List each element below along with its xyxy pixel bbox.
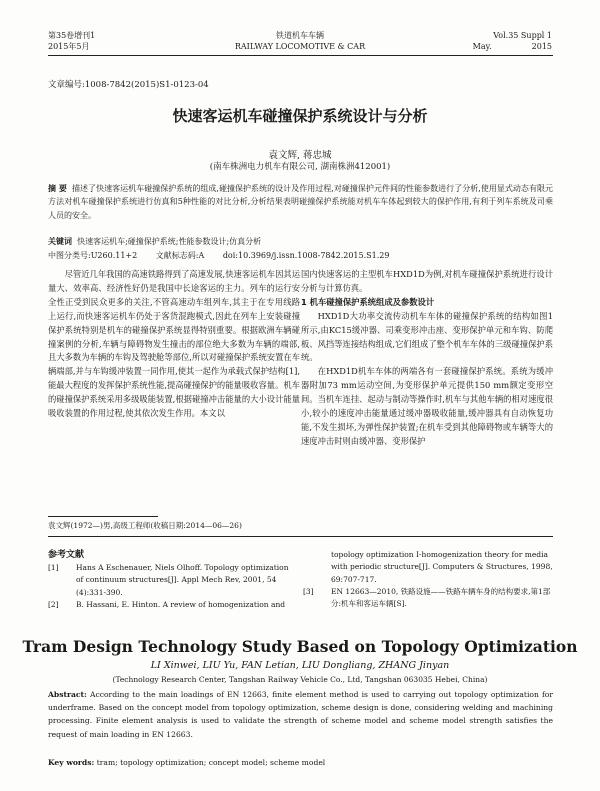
reference-continuation: topology optimization I-homogenization theory for media with periodic structure[J]. Computers & Structures, 1998, 69:707-717. <box>331 550 553 584</box>
reference-item: [1] Hans A Eschenauer, Niels Olhoff. Topology optimization of continuum structures[J]. Appl Mech Rev, 2001, 54 (4):331-390. <box>48 563 289 597</box>
keywords-text: 快速客运机车;碰撞保护系统;性能参数设计;仿真分析 <box>77 237 262 246</box>
keywords <box>48 236 553 247</box>
document-code: 文献标志码:A <box>155 251 205 260</box>
journal-volume: 第35卷增刊1 2015年5月 <box>48 31 96 51</box>
running-head <box>48 30 552 54</box>
references-left <box>48 562 298 611</box>
footnote-rule <box>48 516 158 517</box>
author-footnote: 袁文辉(1972—)男,高级工程师(收稿日期:2014—06—26) <box>48 521 242 530</box>
references-heading: 参考文献 <box>48 550 85 560</box>
english-abstract-text: According to the main loadings of EN 12663, finite element method is used to carrying out topology optimization for underframe. Based on the concept model from topology optimization, scheme design is done, considering welding and machining processing. Finite element analysis is used to validate the strength of scheme model and scheme model strength satisfies the request of main loading in EN 12663. <box>48 690 553 739</box>
paper-authors: 袁文辉, 蒋忠城 <box>268 150 332 161</box>
reference-item: [2] B. Hassani, E. Hinton. A review of homogenization and <box>48 599 286 609</box>
references-right <box>303 549 553 610</box>
abstract <box>48 182 553 222</box>
body-paragraph: 国内快速客运的主型机车HXD1D为例,对机车碰撞保护系统进行设计分析与计算仿真。 <box>301 269 553 293</box>
english-keywords-label: Key words: <box>48 758 95 767</box>
abstract-text: 描述了快速客运机车碰撞保护系统的组成,碰撞保护系统的设计及作用过程,对碰撞保护元件间的性能参数进行了分析,使用显式动态有限元方法对机车碰撞保护系统进行仿真和5种性能的对比分析,分析结果表明碰撞保护系统能对机车车体起到较大的保护作用,有利于列车系统及司乘人员的安全。 <box>48 184 553 220</box>
english-title: Tram Design Technology Study Based on Topology Optimization <box>22 637 578 656</box>
english-abstract-label: Abstract: <box>48 690 87 699</box>
section-rule <box>48 536 553 537</box>
english-abstract <box>48 688 553 741</box>
journal-issue: Vol.35 Suppl 1 May. 2015 <box>472 31 552 51</box>
paper-affiliation: (南车株洲电力机车有限公司, 湖南株洲412001) <box>209 162 391 172</box>
body-paragraph: HXD1D大功率交流传动机车车体的碰撞保护系统的结构如图1所示,由KC15缓冲器、司乘变形冲击座、变形保护单元和车钩、防爬板、风挡等连接结构组成,它们组成了整个机车车体的三级碰撞保护系统。 <box>301 310 553 363</box>
english-authors: LI Xinwei, LIU Yu, FAN Letian, LIU Dongliang, ZHANG Jinyan <box>150 660 450 671</box>
right-column <box>301 268 553 449</box>
header-rule <box>48 55 553 56</box>
english-keywords <box>48 758 553 767</box>
english-keywords-text: tram; topology optimization; concept model; scheme model <box>96 758 326 767</box>
section-heading: 1 机车碰撞保护系统组成及参数设计 <box>301 296 435 307</box>
reference-item: [3] EN 12663—2010, 铁路设施——铁路车辆车身的结构要求,第1部分:机车和客运车辆[S]. <box>303 586 551 609</box>
abstract-label: 摘 要 <box>48 184 67 193</box>
journal-name: 铁道机车车辆 RAILWAY LOCOMOTIVE & CAR <box>234 31 366 51</box>
body-paragraph: 在HXD1D机车车体的两端各有一套碰撞保护系统。系统为缓冲器附加73 mm运动空间,为变形保护单元提供150 mm额定变形空间。当机车连挂、起动与制动等操作时,机车与其他车辆的相对速度很小,较小的速度冲击能量通过缓冲器吸收能量,缓冲器具有自动恢复功能,不发生损坏,为弹性保护装置;在机车受到其他障碍物或车辆等大的速度冲击时则由缓冲器、变形保护 <box>301 366 553 446</box>
left-column <box>48 268 300 421</box>
doi: doi:10.3969/j.issn.1008-7842.2015.S1.29 <box>222 251 390 260</box>
article-number: 文章编号:1008-7842(2015)S1-0123-04 <box>48 80 209 90</box>
body-paragraph: 尽管近几年我国的高速铁路得到了高速发展,快速客运机车因其运量大、效率高、经济性好仍是我国中长途客运的主力。列车的运行安全性正受到民众更多的关注,不管高速动车组列车,其主于在专用线路上运行,而快速客运机车仍处于客货混跑模式,因此在列车上安装碰撞保护系统特别是机车的碰撞保护系统显得特别重要。根据欧洲车辆碰撞案例的分析,车辆与障碍物发生撞击的部位绝大多数为车辆的端部,且大多数为车辆的车钩及驾驶舱等部位,所以对碰撞保护系统安置在车辆端部,并与车钩缓冲装置一同作用,使其一起作为承载式保护结构[1],能最大程度的发挥保护系统性能,提高碰撞保护的能量吸收容量。机车的碰撞保护系统采用多级吸能装置,根据碰撞冲击能量的大小设计能量吸收装置的作用过程,使其依次发生作用。本文以 <box>48 269 300 419</box>
keywords-label: 关键词 <box>48 236 72 246</box>
clc-number: 中图分类号:U260.11+2 <box>48 251 138 260</box>
paper-title: 快速客运机车碰撞保护系统设计与分析 <box>172 107 428 125</box>
classification-line <box>48 250 553 261</box>
english-affiliation: (Technology Research Center, Tangshan Railway Vehicle Co., Ltd, Tangshan 063035 Hebei, China) <box>112 675 488 684</box>
